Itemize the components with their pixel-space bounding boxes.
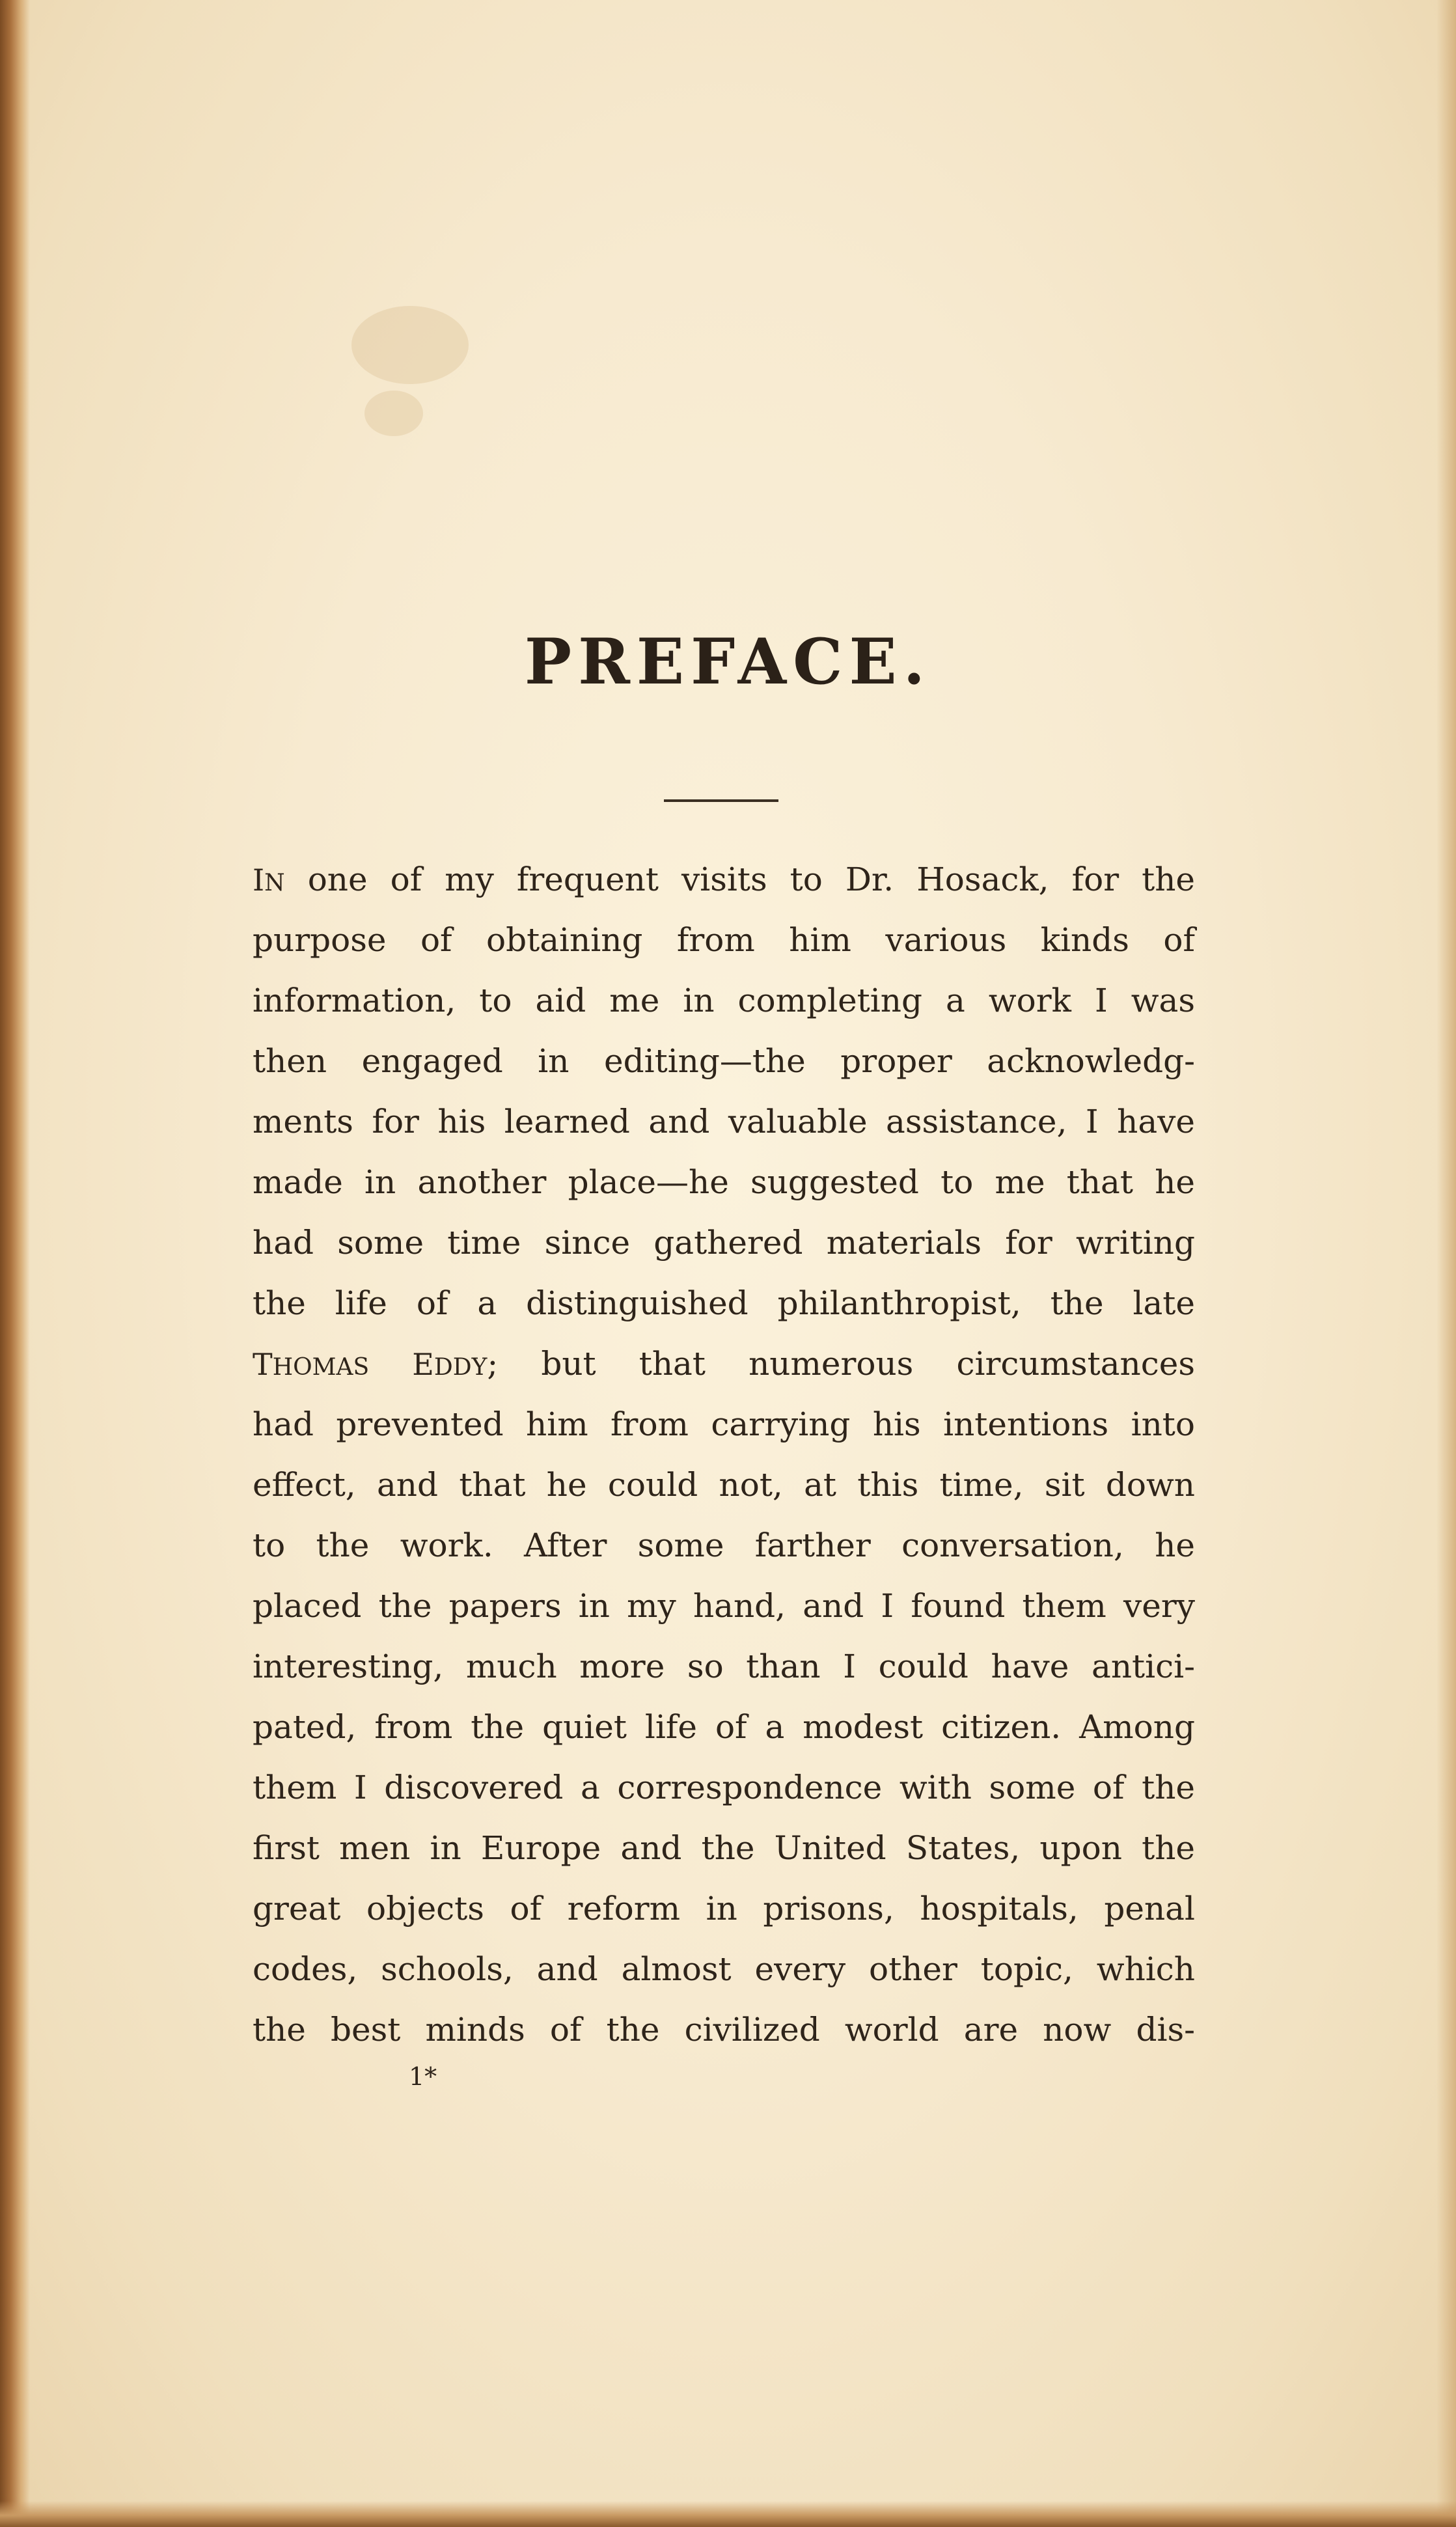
text-line: great objects of reform in prisons, hospitals, penal xyxy=(253,1890,1195,1927)
text-line: them I discovered a correspondence with some of the xyxy=(253,1769,1195,1806)
text-line: the life of a distinguished philanthropist, the late xyxy=(253,1284,1195,1322)
text-line: interesting, much more so than I could have antici- xyxy=(253,1648,1195,1685)
initial-word-rest: N xyxy=(264,870,285,896)
preface-paragraph xyxy=(253,849,1195,2060)
name-smallcaps: DDY xyxy=(433,1354,488,1381)
page-right-edge xyxy=(1436,0,1456,2527)
line-rest: ; but that numerous circumstances xyxy=(487,1345,1195,1383)
paper-stain xyxy=(351,306,469,384)
text-line-thomas-eddy xyxy=(253,1334,1195,1394)
page-bottom-edge xyxy=(0,2501,1456,2527)
text-line: purpose of obtaining from him various kinds of xyxy=(253,921,1195,959)
text-line: ments for his learned and valuable assistance, I have xyxy=(253,1103,1195,1140)
text-line: effect, and that he could not, at this time, sit down xyxy=(253,1466,1195,1504)
text-line: then engaged in editing—the proper acknowledg- xyxy=(253,1042,1195,1080)
text-line: had prevented him from carrying his intentions into xyxy=(253,1405,1195,1443)
paper-stain xyxy=(364,391,423,436)
name-initial: T xyxy=(253,1347,273,1382)
text-line: information, to aid me in completing a work I was xyxy=(253,982,1195,1019)
drop-initial: I xyxy=(253,863,265,898)
text-line: first men in Europe and the United States, upon the xyxy=(253,1829,1195,1867)
title-rule xyxy=(664,799,778,802)
text-line: placed the papers in my hand, and I found them very xyxy=(253,1587,1195,1625)
text-line: IN one of my frequent visits to Dr. Hosack, for the xyxy=(253,861,1195,898)
name-initial: E xyxy=(412,1347,434,1382)
text-line: to the work. After some farther conversation, he xyxy=(253,1526,1195,1564)
text-line: the best minds of the civilized world are now dis- xyxy=(253,2011,1195,2049)
text-line: made in another place—he suggested to me that he xyxy=(253,1163,1195,1201)
text-line: had some time since gathered materials for writing xyxy=(253,1224,1195,1262)
name-smallcaps: HOMAS xyxy=(272,1354,370,1381)
text-line: codes, schools, and almost every other topic, which xyxy=(253,1950,1195,1988)
signature-mark: 1* xyxy=(409,2062,437,2091)
page-left-edge xyxy=(0,0,30,2527)
text-line: pated, from the quiet life of a modest citizen. Among xyxy=(253,1708,1195,1746)
page-title: PREFACE. xyxy=(524,625,932,698)
